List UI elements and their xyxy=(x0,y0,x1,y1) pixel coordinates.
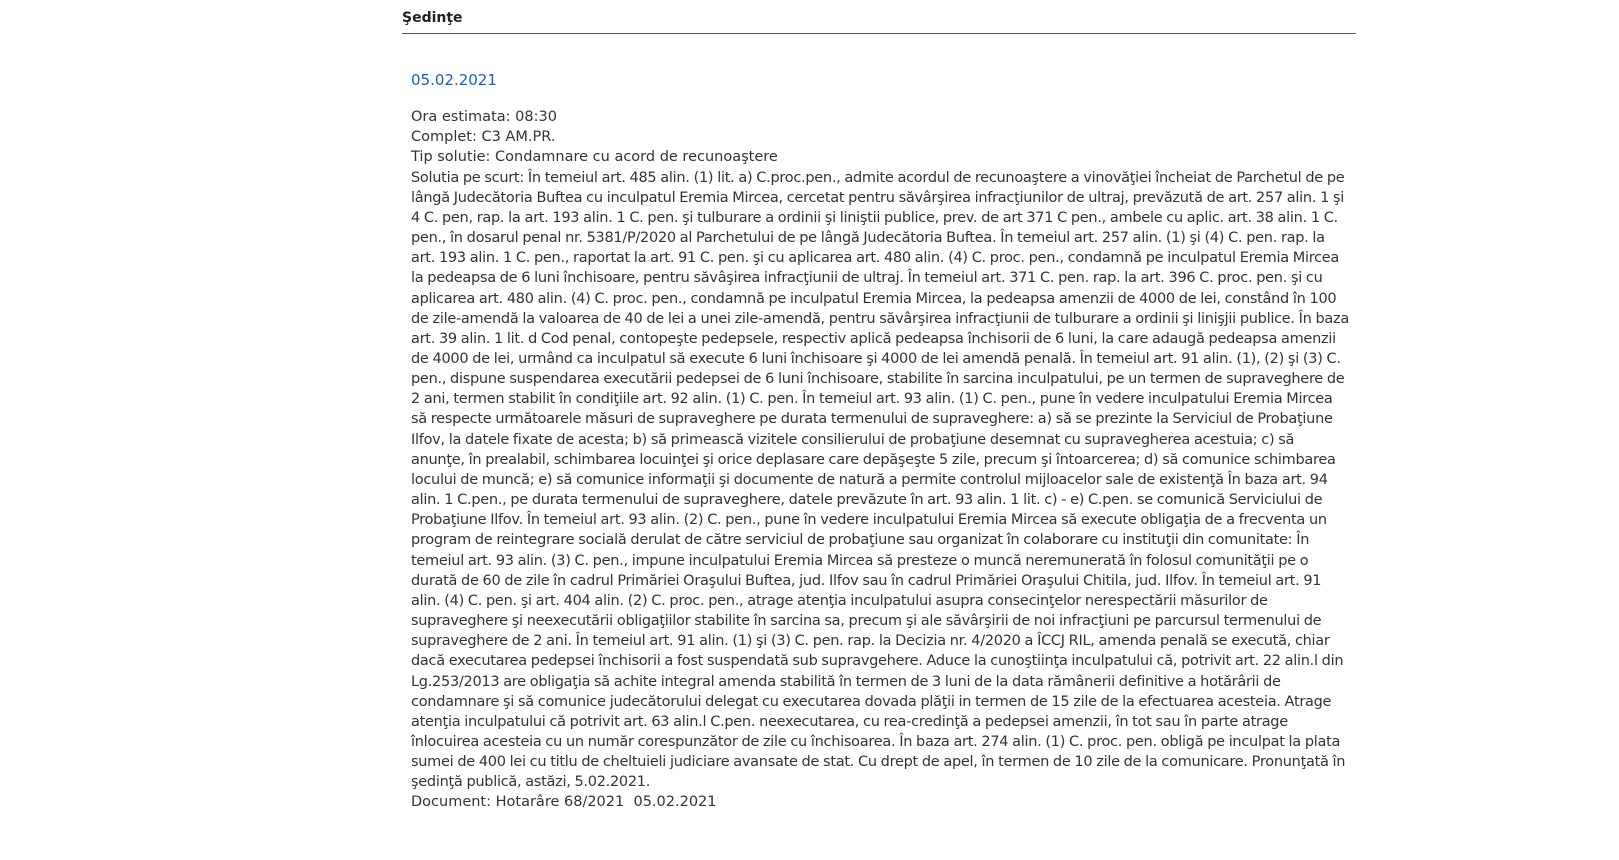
ora-estimata-row xyxy=(411,107,1351,127)
session-entry xyxy=(411,70,1351,813)
solutia-pe-scurt xyxy=(411,168,1351,793)
tip-solutie-row xyxy=(411,147,1351,167)
solutia-label: Solutia pe scurt: xyxy=(411,169,524,186)
complet-label: Complet: xyxy=(411,129,477,146)
complet-row xyxy=(411,127,1351,147)
tip-solutie-label: Tip solutie: xyxy=(411,149,491,166)
document-number: 68/2021 xyxy=(564,794,625,811)
ora-estimata-label: Ora estimata: xyxy=(411,109,511,125)
document-date: 05.02.2021 xyxy=(633,794,717,811)
session-date: 05.02.2021 xyxy=(411,71,497,89)
section-title: Şedinţe xyxy=(402,10,463,26)
tip-solutie-value: Condamnare cu acord de recunoaştere xyxy=(495,149,778,166)
complet-value: C3 AM.PR. xyxy=(481,129,556,146)
ora-estimata-value: 08:30 xyxy=(515,109,557,125)
document-label: Document: xyxy=(411,794,492,811)
solutia-text: În temeiul art. 485 alin. (1) lit. a) C.proc.pen., admite acordul de recunoaştere a vinovăţiei încheiat de Parchetul de pe lângă Judecătoria Buftea cu inculpatul Eremia Mircea, cercetat pentru săvârşirea infracţiunilor de ultraj, prevăzută de art. 257 alin. 1 şi 4 C. pen, rap. la art. 193 alin. 1 C. pen. şi tulburare a ordinii şi liniştii publice, prev. de art 371 C pen., ambele cu aplic. art. 38 alin. 1 C. pen., în dosarul penal nr. 5381/P/2020 al Parchetului de pe lângă Judecătoria Buftea. În temeiul art. 257 alin. (1) şi (4) C. pen. rap. la art. 193 alin. 1 C. pen., raportat la art. 91 C. pen. şi cu aplicarea art. 480 alin. (4) C. proc. pen., condamnă pe inculpatul Eremia Mircea la pedeapsa de 6 luni închisoare, pentru săvâşirea infracţiunii de ultraj. În temeiul art. 371 C. pen. rap. la art. 396 C. proc. pen. şi cu aplicarea art. 480 alin. (4) C. proc. pen., condamnă pe inculpatul Eremia Mircea, la pedeapsa amenzii de 4000 de lei, constând în 100 de zile-amendă la valoarea de 40 de lei a unei zile-amendă, pentru săvârşirea infracţiunii de tulburare a ordinii şi linişjii publice. În baza art. 39 alin. 1 lit. d Cod penal, contopeşte pedepsele, respectiv aplică pedeapsa închisorii de 6 luni, la care adaugă pedeapsa amenzii de 4000 de lei, urmând ca inculpatul să execute 6 luni închisoare şi 4000 de lei amendă penală. În temeiul art. 91 alin. (1), (2) şi (3) C. pen., dispune suspendarea executării pedepsei de 6 luni închisoare, stabilite în sarcina inculpatului, pe un termen de supraveghere de 2 ani, termen stabilit în condiţiile art. 92 alin. (1) C. pen. În temeiul art. 93 alin. (1) C. pen., pune în vedere inculpatului Eremia Mircea să respecte următoarele măsuri de supraveghere pe durata termenului de supraveghere: a) să se prezinte la Serviciul de Probaţiune Ilfov, la datele fixate de acesta; b) să primească vizitele consilierului de probaţiune desemnat cu supravegherea acestuia; c) să anunţe, în prealabil, schimbarea locuinţei şi orice deplasare care depăşeşte 5 zile, precum şi întoarcerea; d) să comunice schimbarea locului de muncă; e) să comunice informaţii şi documente de natură a permite controlul mijloacelor sale de existenţă În baza art. 94 alin. 1 C.pen., pe durata termenului de supraveghere, datele prevăzute în art. 93 alin. 1 lit. c) - e) C.pen. se comunică Serviciului de Probaţiune Ilfov. În temeiul art. 93 alin. (2) C. pen., pune în vedere inculpatului Eremia Mircea să execute obligaţia de a frecventa un program de reintegrare socială derulat de către serviciul de probaţiune sau organizat în colaborare cu instituţii din comunitate: În temeiul art. 93 alin. (3) C. pen., impune inculpatului Eremia Mircea să presteze o muncă neremunerată în folosul comunităţii pe o durată de 60 de zile în cadrul Primăriei Oraşului Buftea, jud. Ilfov sau în cadrul Primăriei Oraşului Chitila, jud. Ilfov. În temeiul art. 91 alin. (4) C. pen. şi art. 404 alin. (2) C. proc. pen., atrage atenţia inculpatului asupra consecinţelor nerespectării măsurilor de supraveghere şi neexecutării obligaţiilor stabilite în sarcina sa, precum şi ale săvârşirii de noi infracţiuni pe parcursul termenului de supraveghere de 2 ani. În temeiul art. 91 alin. (1) şi (3) C. pen. rap. la Decizia nr. 4/2020 a ÎCCJ RIL, amenda penală se execută, chiar dacă executarea pedepsei închisorii a fost suspendată sub supravgehere. Aduce la cunoştiinţa inculpatului că, potrivit art. 22 alin.l din Lg.253/2013 are obligaţia să achite integral amenda stabilită în termen de 3 luni de la data rămânerii definitive a hotărârii de condamnare şi să comunice judecătorului delegat cu executarea dovada plăţii in termen de 15 zile de la efectuarea acesteia. Atrage atenţia inculpatului că potrivit art. 63 alin.l C.pen. neexecutarea, cu rea-credinţă a pedepsei amenzii, în tot sau în parte atrage înlocuirea acesteia cu un număr corespunzător de zile cu închisoarea. În baza art. 274 alin. (1) C. proc. pen. obligă pe inculpat la plata sumei de 400 lei cu titlu de cheltuieli judiciare avansate de stat. Cu drept de apel, în termen de 10 zile de la comunicare. Pronunţată în şedinţă publică, astăzi, 5.02.2021. xyxy=(411,169,1349,791)
document-row xyxy=(411,792,1351,812)
section-header xyxy=(402,8,1356,34)
document-type: Hotarâre xyxy=(495,794,560,811)
